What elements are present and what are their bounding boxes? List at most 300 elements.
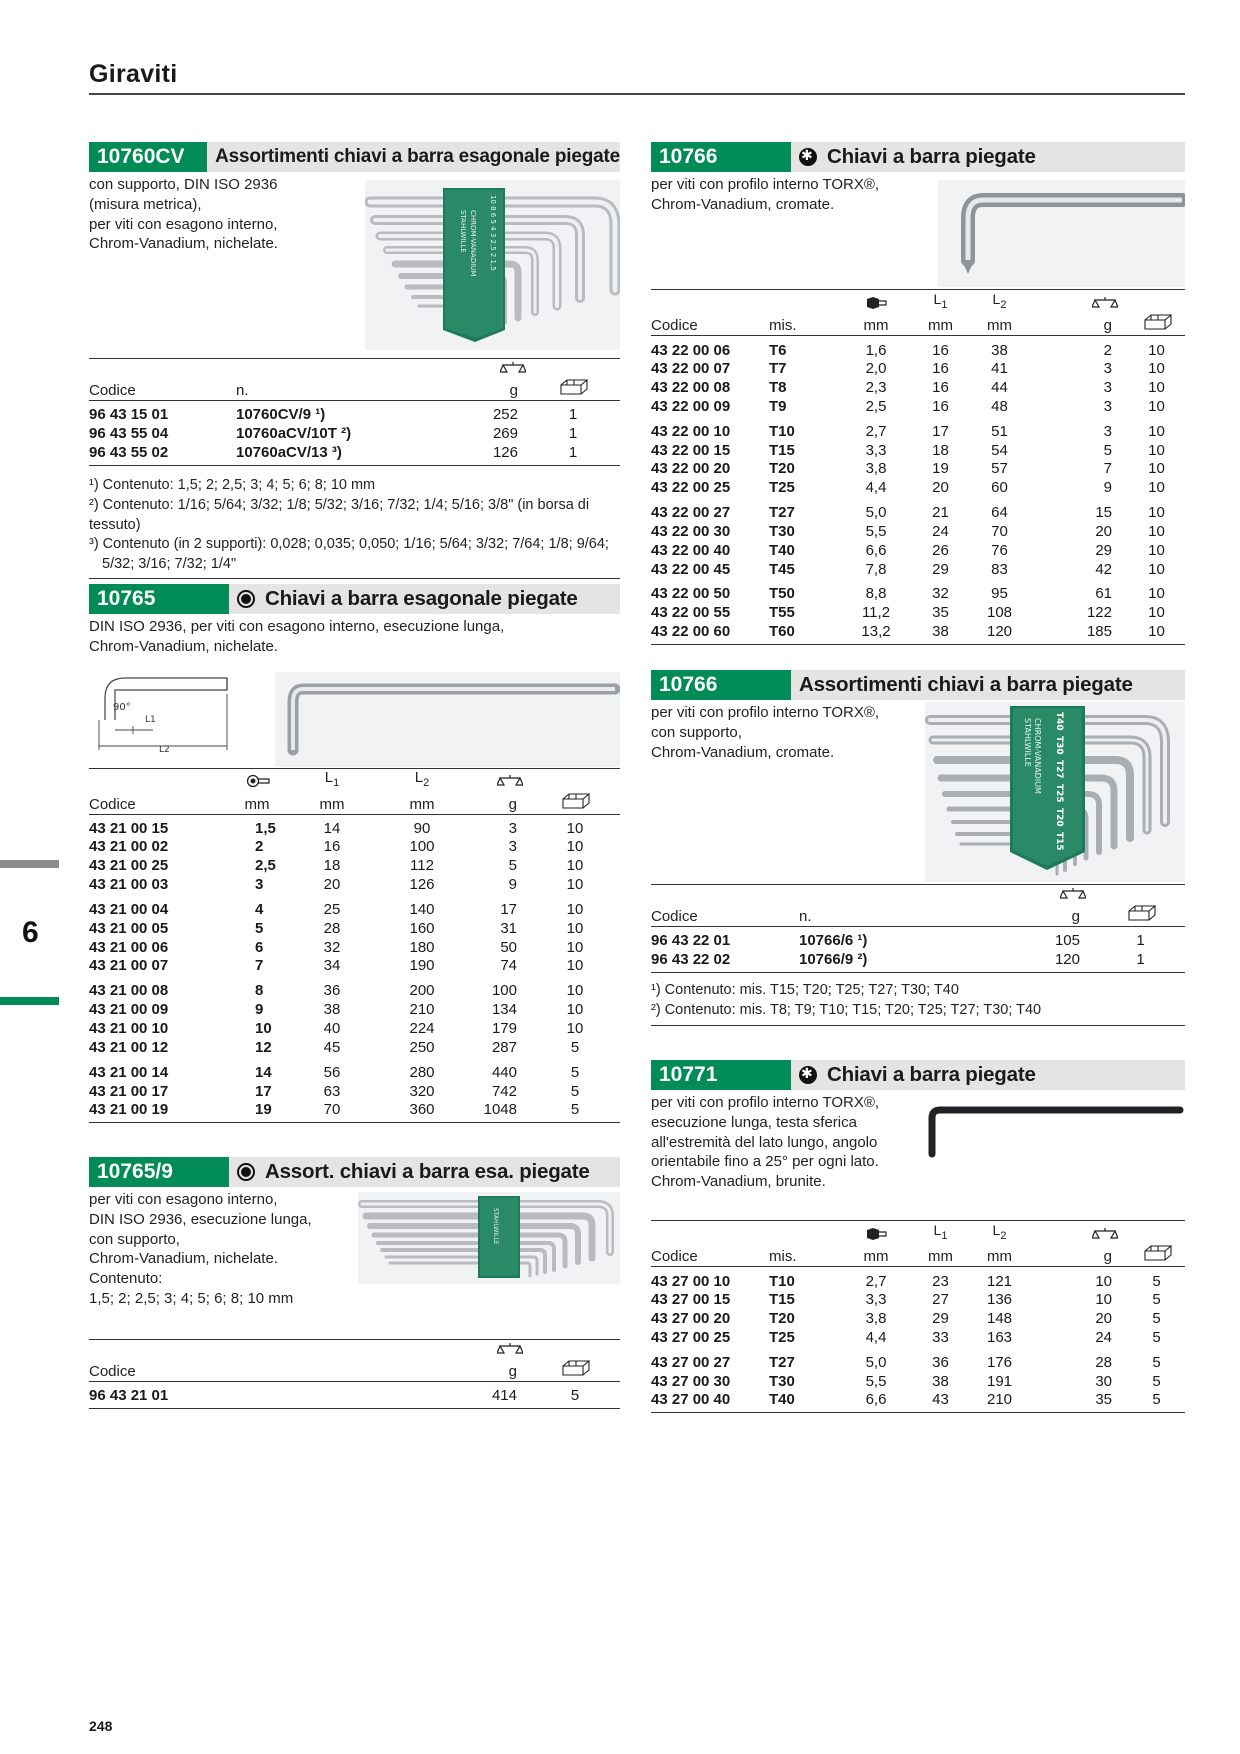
- cell-code: 43 22 00 40: [651, 541, 731, 559]
- holder-label: T15: [1054, 832, 1064, 851]
- cell-g: 1048: [467, 1101, 530, 1123]
- col-header-mm: mm: [841, 1245, 911, 1267]
- cell-diameter: 5,5: [865, 1372, 887, 1390]
- cell-pack: 10: [1148, 422, 1165, 440]
- cell-g: 120: [1009, 951, 1096, 973]
- title-rule: [89, 93, 1185, 95]
- cell-l1: 19: [932, 460, 949, 478]
- cell-pack: 10: [1148, 541, 1165, 559]
- cell-g: 31: [500, 919, 517, 937]
- cell-g: 742: [491, 1082, 517, 1100]
- page-title: Giraviti: [89, 60, 178, 88]
- col-header-mm: mm: [227, 792, 287, 814]
- cell-pack: 10: [1148, 522, 1165, 540]
- cell-l2: 48: [991, 397, 1008, 415]
- cell-code: 43 21 00 15: [89, 819, 169, 837]
- cell-g: 3: [1103, 360, 1112, 378]
- cell-l1: 14: [323, 819, 341, 837]
- desc-line: esecuzione lunga, testa sferica: [651, 1113, 857, 1131]
- cell-l2: 70: [991, 522, 1008, 540]
- table-row: [651, 1267, 1185, 1291]
- col-header-mm: mm: [970, 1245, 1029, 1267]
- svg-text:CHROM-VANADIUM: CHROM-VANADIUM: [469, 210, 477, 277]
- table-row: [89, 401, 620, 425]
- cell-mis: T27: [769, 504, 795, 522]
- hex-socket-icon: [237, 1163, 255, 1181]
- cell-code: 43 22 00 25: [651, 479, 731, 497]
- cell-pack: 10: [1148, 341, 1165, 359]
- cell-g: 122: [1086, 604, 1112, 622]
- section-code: 10771: [651, 1060, 791, 1090]
- cell-n: 10760CV/9 ¹): [236, 406, 326, 424]
- package-box-icon: [1128, 905, 1154, 921]
- cell-l1: 32: [932, 585, 949, 603]
- cell-code: 43 22 00 60: [651, 623, 769, 645]
- holder-label: T30: [1054, 736, 1064, 755]
- table-10771: [651, 1220, 1185, 1413]
- table-row: [89, 894, 620, 919]
- cell-l2: 112: [410, 857, 434, 875]
- cell-diameter: 3,8: [865, 460, 887, 478]
- cell-g: 42: [1095, 560, 1112, 578]
- table-row: [89, 938, 620, 957]
- desc-line: con supporto,: [651, 723, 742, 741]
- cell-mis: T25: [769, 1328, 795, 1346]
- cell-diameter: 2,5: [865, 397, 887, 415]
- cell-g: 10: [1095, 1272, 1112, 1290]
- cell-mis: T45: [769, 560, 795, 578]
- col-header-l2: L: [992, 1222, 1001, 1238]
- cell-code: 43 27 00 10: [651, 1272, 731, 1290]
- cell-mis: T25: [769, 479, 795, 497]
- torx-key-size-icon: [865, 296, 887, 310]
- desc-line: Chrom-Vanadium, nichelate.: [89, 637, 278, 655]
- cell-g: 3: [508, 838, 517, 856]
- cell-g: 20: [1095, 1309, 1112, 1327]
- cell-g: 50: [500, 938, 517, 956]
- table-row: [651, 927, 1185, 951]
- col-header-mis: mis.: [769, 1245, 841, 1267]
- cell-code: 43 22 00 10: [651, 422, 731, 440]
- cell-pack: 5: [1152, 1353, 1161, 1371]
- table-10766: [651, 289, 1185, 645]
- cell-code: 43 27 00 20: [651, 1309, 731, 1327]
- cell-g: 440: [491, 1063, 517, 1081]
- desc-line: Chrom-Vanadium, nichelate.: [89, 235, 278, 253]
- desc-line: all'estremità del lato lungo, angolo: [651, 1133, 878, 1151]
- col-header-g: g: [470, 379, 526, 401]
- section-description: [89, 617, 620, 657]
- cell-code: 43 21 00 19: [89, 1101, 227, 1123]
- cell-mis: T8: [769, 378, 787, 396]
- holder-label: T25: [1054, 784, 1064, 803]
- cell-l2: 64: [991, 504, 1008, 522]
- table-row: [89, 857, 620, 876]
- cell-code: 43 22 00 15: [651, 441, 731, 459]
- col-header-codice: Codice: [651, 905, 799, 927]
- section-title: Chiavi a barra esagonale piegate: [265, 587, 578, 610]
- cell-l1: 29: [932, 560, 949, 578]
- cell-g: 20: [1095, 522, 1112, 540]
- cell-size: 10: [255, 1019, 272, 1037]
- section-code: 10765/9: [89, 1157, 229, 1187]
- cell-diameter: 7,8: [865, 560, 887, 578]
- desc-line: Chrom-Vanadium, brunite.: [651, 1173, 826, 1191]
- cell-l2: 210: [970, 1391, 1029, 1413]
- table-row: [651, 560, 1185, 579]
- footnotes-10766-set: [651, 981, 1185, 1026]
- cell-size: 7: [255, 957, 264, 975]
- cell-l2: 360: [377, 1101, 467, 1123]
- cell-code: 43 22 00 50: [651, 585, 731, 603]
- table-row: [651, 951, 1185, 973]
- table-row: [89, 425, 620, 444]
- section-header: [89, 142, 620, 172]
- cell-l2: 44: [991, 378, 1008, 396]
- table-10765: [89, 768, 620, 1123]
- cell-l2: 180: [409, 938, 435, 956]
- cell-l1: 38: [323, 1001, 341, 1019]
- cell-g: 185: [1029, 623, 1128, 645]
- cell-size: 1,5: [255, 819, 276, 837]
- cell-g: 269: [492, 424, 518, 442]
- chapter-number: 6: [22, 916, 39, 949]
- cell-pack: 10: [1148, 441, 1165, 459]
- cell-pack: 10: [1148, 504, 1165, 522]
- cell-diameter: 1,6: [865, 341, 887, 359]
- cell-code: 43 21 00 08: [89, 982, 169, 1000]
- cell-diameter: 13,2: [841, 623, 911, 645]
- page-number: 248: [89, 1718, 113, 1734]
- section-title: Chiavi a barra piegate: [827, 1063, 1036, 1086]
- cell-mis: T6: [769, 341, 787, 359]
- cell-l2: 136: [986, 1291, 1013, 1309]
- table-row: [651, 1328, 1185, 1347]
- cell-pack: 1: [526, 443, 620, 465]
- cell-g: 17: [500, 900, 517, 918]
- table-row: [651, 1391, 1185, 1413]
- cell-code: 43 21 00 14: [89, 1063, 169, 1081]
- cell-code: 43 22 00 08: [651, 378, 731, 396]
- cell-g: 5: [508, 857, 517, 875]
- cell-size: 9: [255, 1001, 264, 1019]
- desc-line: Chrom-Vanadium, cromate.: [651, 195, 835, 213]
- footnote: ³) Contenuto (in 2 supporti): 0,028; 0,035; 0,050; 1/16; 5/64; 3/32; 7/64; 1/8; 9/64;: [89, 536, 609, 553]
- cell-size: 19: [227, 1101, 287, 1123]
- cell-l1: 38: [932, 1372, 949, 1390]
- cell-l2: 250: [409, 1038, 435, 1056]
- cell-code: 43 22 00 09: [651, 397, 731, 415]
- section-header: [651, 670, 1185, 700]
- table-row: [651, 1291, 1185, 1310]
- section-title: Assortimenti chiavi a barra esagonale piegate: [215, 146, 620, 167]
- cell-mis: T10: [769, 1272, 795, 1290]
- cell-size: 6: [255, 938, 264, 956]
- section-title-wrap: [229, 587, 578, 611]
- cell-mis: T7: [769, 360, 787, 378]
- cell-pack: 5: [570, 1038, 580, 1056]
- svg-text:STAHLWILLE: STAHLWILLE: [459, 210, 467, 253]
- col-header-mis: mis.: [769, 314, 841, 336]
- table-row: [89, 838, 620, 857]
- cell-size: 2: [255, 838, 264, 856]
- cell-l1: 26: [932, 541, 949, 559]
- col-header-n: n.: [236, 379, 470, 401]
- cell-l2: 176: [986, 1353, 1013, 1371]
- svg-text:L1: L1: [145, 715, 156, 725]
- cell-g: 414: [467, 1382, 530, 1409]
- desc-line: per viti con profilo interno TORX®,: [651, 1094, 880, 1111]
- cell-l1: 38: [911, 623, 970, 645]
- col-header-codice: Codice: [89, 792, 227, 814]
- cell-g: 3: [1103, 422, 1112, 440]
- cell-g: 9: [1103, 479, 1112, 497]
- package-box-icon: [1144, 314, 1170, 330]
- cell-l2: 148: [986, 1309, 1013, 1327]
- section-header: [651, 1060, 1185, 1090]
- table-row: [651, 1347, 1185, 1372]
- cell-l2: 90: [413, 819, 431, 837]
- col-header-mm: mm: [911, 314, 970, 336]
- cell-g: 134: [491, 1001, 517, 1019]
- cell-code: 43 21 00 03: [89, 875, 169, 893]
- cell-l1: 56: [323, 1063, 341, 1081]
- table-row: [651, 360, 1185, 379]
- cell-code: 43 22 00 27: [651, 504, 731, 522]
- cell-l2: 51: [991, 422, 1008, 440]
- table-row: [89, 1101, 620, 1123]
- cell-l2: 120: [970, 623, 1029, 645]
- weight-scale-icon: [1092, 296, 1118, 310]
- cell-diameter: 3,8: [865, 1309, 887, 1327]
- table-row: [89, 919, 620, 938]
- cell-l1: 18: [932, 441, 949, 459]
- cell-l2: 126: [409, 875, 435, 893]
- cell-pack: 5: [570, 1063, 580, 1081]
- torx-socket-icon: [799, 148, 817, 166]
- desc-line: Chrom-Vanadium, cromate.: [651, 743, 835, 761]
- cell-code: 43 22 00 45: [651, 560, 731, 578]
- cell-l2: 76: [991, 541, 1008, 559]
- package-box-icon: [562, 793, 588, 809]
- cell-l1: 20: [323, 875, 341, 893]
- cell-l2: 100: [409, 838, 435, 856]
- footnote: ²) Contenuto: 1/16; 5/64; 3/32; 1/8; 5/32; 3/16; 7/32; 1/4; 5/16; 3/8" (in borsa di tessuto): [89, 496, 590, 533]
- cell-l1: 25: [323, 900, 341, 918]
- cell-l1: 43: [911, 1391, 970, 1413]
- package-box-icon: [560, 379, 586, 395]
- cell-mis: T10: [769, 422, 795, 440]
- cell-l2: 57: [991, 460, 1008, 478]
- cell-l2: 83: [991, 560, 1008, 578]
- table-row: [651, 416, 1185, 441]
- svg-text:10 8 6 5 4 3 2,5 2 1,5: 10 8 6 5 4 3 2,5 2 1,5: [489, 195, 497, 271]
- table-row: [651, 441, 1185, 460]
- cell-pack: 10: [1148, 460, 1165, 478]
- cell-code: 43 27 00 15: [651, 1291, 731, 1309]
- cell-g: 35: [1029, 1391, 1128, 1413]
- cell-l1: 21: [932, 504, 949, 522]
- cell-mis: T55: [769, 604, 795, 622]
- table-row: [89, 1057, 620, 1082]
- table-row: [651, 604, 1185, 623]
- section-title: Assort. chiavi a barra esa. piegate: [265, 1160, 590, 1183]
- cell-size: 2,5: [255, 857, 276, 875]
- long-hex-key-image: [275, 672, 620, 767]
- chapter-bar-green: [0, 997, 59, 1005]
- cell-pack: 10: [1148, 479, 1165, 497]
- cell-mis: T40: [769, 1391, 841, 1413]
- cell-diameter: 5,0: [865, 504, 887, 522]
- cell-n: 10766/6 ¹): [799, 932, 868, 950]
- cell-pack: 5: [530, 1101, 620, 1123]
- cell-mis: T50: [769, 585, 795, 603]
- table-10765-9: [89, 1339, 620, 1409]
- dimension-drawing: [89, 672, 234, 752]
- cell-code: 43 21 00 25: [89, 857, 169, 875]
- cell-code: 43 27 00 40: [651, 1391, 769, 1413]
- cell-g: 3: [508, 819, 517, 837]
- cell-pack: 5: [1128, 1391, 1185, 1413]
- col-header-l2: L: [414, 769, 424, 786]
- cell-l1: 35: [932, 604, 949, 622]
- table-row: [651, 1372, 1185, 1391]
- cell-pack: 10: [1148, 378, 1165, 396]
- section-title: Chiavi a barra piegate: [827, 145, 1036, 168]
- cell-mis: T9: [769, 397, 787, 415]
- cell-code: 43 22 00 20: [651, 460, 731, 478]
- cell-g: 61: [1095, 585, 1112, 603]
- cell-code: 43 22 00 30: [651, 522, 731, 540]
- table-row: [651, 379, 1185, 398]
- cell-code: 43 27 00 30: [651, 1372, 731, 1390]
- table-row: [89, 814, 620, 838]
- cell-code: 43 21 00 06: [89, 938, 169, 956]
- table-row: [651, 460, 1185, 479]
- long-torx-key-image: [918, 1098, 1185, 1160]
- col-header-n: n.: [799, 905, 1009, 927]
- cell-mis: T20: [769, 460, 795, 478]
- cell-pack: 5: [1152, 1272, 1161, 1290]
- chapter-bar-gray: [0, 860, 59, 868]
- desc-line: orientabile fino a 25° per ogni lato.: [651, 1153, 879, 1171]
- cell-l1: 16: [932, 378, 949, 396]
- cell-mis: T60: [769, 623, 841, 645]
- cell-diameter: 2,7: [865, 1272, 887, 1290]
- cell-diameter: 4,4: [865, 479, 887, 497]
- cell-code: 43 21 00 05: [89, 919, 169, 937]
- cell-g: 74: [500, 957, 517, 975]
- table-10760cv: [89, 358, 620, 466]
- weight-scale-icon: [497, 774, 523, 788]
- col-header-l1-sub: 1: [333, 777, 340, 789]
- col-header-g: g: [467, 792, 530, 814]
- cell-l1: 24: [932, 522, 949, 540]
- desc-line: con supporto,: [89, 1230, 180, 1248]
- cell-pack: 1: [1096, 951, 1185, 973]
- holder-label: T40: [1054, 712, 1064, 731]
- cell-l2: 224: [409, 1019, 435, 1037]
- cell-l1: 63: [323, 1082, 341, 1100]
- section-title-wrap: [229, 1160, 590, 1184]
- cell-pack: 10: [566, 982, 584, 1000]
- cell-pack: 5: [1152, 1328, 1161, 1346]
- cell-code: 43 22 00 06: [651, 341, 731, 359]
- col-header-mm: mm: [911, 1245, 970, 1267]
- hex-socket-icon: [237, 590, 255, 608]
- cell-l1: 29: [932, 1309, 949, 1327]
- footnote: ²) Contenuto: mis. T8; T9; T10; T15; T20; T25; T27; T30; T40: [651, 1001, 1185, 1026]
- cell-g: 3: [1103, 378, 1112, 396]
- cell-l1: 36: [323, 982, 341, 1000]
- table-10766-set: [651, 884, 1185, 973]
- cell-l2: 191: [986, 1372, 1013, 1390]
- cell-l2: 38: [991, 341, 1008, 359]
- cell-l2: 140: [409, 900, 435, 918]
- cell-l2: 163: [986, 1328, 1013, 1346]
- cell-size: 14: [255, 1063, 272, 1081]
- col-header-l1-sub: 1: [941, 1229, 948, 1242]
- cell-pack: 10: [566, 938, 584, 956]
- table-row: [89, 1001, 620, 1020]
- hex-key-size-icon: [246, 774, 268, 788]
- footnote: 5/32; 3/16; 7/32; 1/4": [89, 555, 620, 579]
- cell-g: 3: [1103, 397, 1112, 415]
- col-header-mm: mm: [970, 314, 1029, 336]
- cell-l1: 16: [323, 838, 341, 856]
- table-row: [651, 523, 1185, 542]
- section-code: 10766: [651, 142, 791, 172]
- cell-code: 43 21 00 02: [89, 838, 169, 856]
- table-row: [89, 876, 620, 895]
- cell-l2: 200: [409, 982, 435, 1000]
- cell-l2: 190: [409, 957, 435, 975]
- cell-mis: T30: [769, 1372, 795, 1390]
- cell-code: 96 43 22 01: [651, 932, 731, 950]
- cell-diameter: 8,8: [865, 585, 887, 603]
- package-box-icon: [1144, 1245, 1170, 1261]
- cell-pack: 10: [566, 1001, 584, 1019]
- weight-scale-icon: [1060, 887, 1086, 901]
- cell-pack: 10: [566, 919, 584, 937]
- cell-n: 10760aCV/13 ³): [236, 443, 470, 465]
- cell-g: 24: [1095, 1328, 1112, 1346]
- desc-line: per viti con profilo interno TORX®,: [651, 176, 880, 193]
- cell-code: 43 21 00 17: [89, 1082, 169, 1100]
- col-header-codice: Codice: [89, 379, 236, 401]
- cell-pack: 5: [1152, 1309, 1161, 1327]
- cell-l1: 20: [932, 479, 949, 497]
- cell-diameter: 3,3: [865, 1291, 887, 1309]
- section-header: [89, 584, 620, 614]
- cell-l2: 41: [991, 360, 1008, 378]
- col-header-l2-sub: 2: [423, 777, 430, 789]
- cell-l1: 36: [932, 1353, 949, 1371]
- desc-line: DIN ISO 2936, per viti con esagono interno, esecuzione lunga,: [89, 618, 505, 635]
- cell-code: 96 43 21 01: [89, 1382, 467, 1409]
- col-header-mm: mm: [287, 792, 377, 814]
- cell-l1: 17: [932, 422, 949, 440]
- holder-label: T20: [1054, 808, 1064, 827]
- cell-l1: 45: [323, 1038, 341, 1056]
- section-header: [651, 142, 1185, 172]
- svg-text:CHROM-VANADIUM: CHROM-VANADIUM: [1033, 718, 1042, 794]
- cell-g: 2: [1103, 341, 1112, 359]
- cell-pack: 10: [1148, 560, 1165, 578]
- cell-l1: 32: [323, 938, 341, 956]
- cell-diameter: 5,5: [865, 522, 887, 540]
- torx-key-size-icon: [865, 1227, 887, 1241]
